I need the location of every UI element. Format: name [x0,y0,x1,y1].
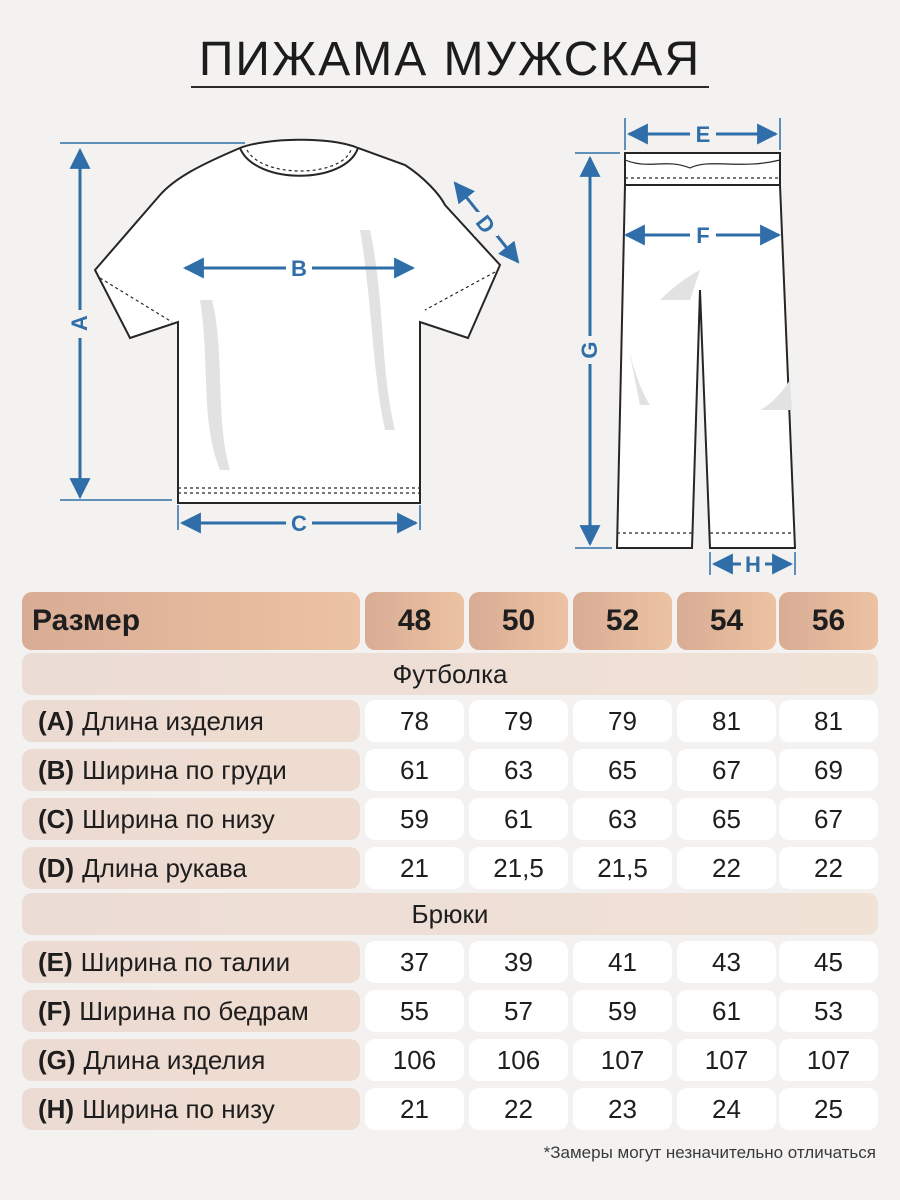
table-cell: 53 [779,990,878,1032]
size-header-52: 52 [573,592,672,650]
measurement-name: Длина изделия [83,1044,266,1075]
table-cell: 81 [677,700,776,742]
measurement-code: (C) [38,803,75,834]
measurement-name: Длина рукава [82,852,247,883]
table-cell: 63 [573,798,672,840]
table-cell: 21 [365,847,464,889]
title-underline [191,86,709,88]
table-cell: 69 [779,749,878,791]
table-cell: 41 [573,941,672,983]
measurement-name: Ширина по бедрам [79,995,309,1026]
measurement-label [22,749,360,791]
table-cell: 61 [469,798,568,840]
label-g: G [577,341,602,359]
table-cell: 39 [469,941,568,983]
label-h: H [745,552,761,577]
table-cell: 21 [365,1088,464,1130]
table-cell: 22 [677,847,776,889]
table-cell: 59 [365,798,464,840]
measurement-label [22,941,360,983]
table-cell: 61 [365,749,464,791]
table-cell: 79 [573,700,672,742]
size-header-50: 50 [469,592,568,650]
measurement-code: (G) [38,1044,76,1075]
table-cell: 67 [677,749,776,791]
table-cell: 79 [469,700,568,742]
table-cell: 106 [469,1039,568,1081]
table-cell: 65 [677,798,776,840]
size-header-56: 56 [779,592,878,650]
measurement-code: (H) [38,1093,75,1124]
table-cell: 63 [469,749,568,791]
section-header: Брюки [22,893,878,935]
measurement-code: (A) [38,705,75,736]
table-cell: 81 [779,700,878,742]
footnote: *Замеры могут незначительно отличаться [543,1143,876,1162]
measurement-label [22,1039,360,1081]
measurement-label [22,1088,360,1130]
table-cell: 59 [573,990,672,1032]
table-cell: 106 [365,1039,464,1081]
table-cell: 21,5 [573,847,672,889]
measurement-code: (B) [38,754,75,785]
label-c: C [291,511,307,536]
measurement-label [22,847,360,889]
table-cell: 67 [779,798,878,840]
table-cell: 25 [779,1088,878,1130]
table-cell: 45 [779,941,878,983]
table-cell: 107 [779,1039,878,1081]
garment-illustration [0,100,900,590]
pants-drawing [617,153,795,548]
measurement-name: Длина изделия [82,705,264,736]
table-cell: 78 [365,700,464,742]
table-cell: 61 [677,990,776,1032]
measurement-name: Ширина по груди [82,754,287,785]
table-cell: 55 [365,990,464,1032]
table-cell: 22 [469,1088,568,1130]
table-cell: 107 [573,1039,672,1081]
table-cell: 57 [469,990,568,1032]
page-title: ПИЖАМА МУЖСКАЯ [198,33,702,86]
measurement-label [22,990,360,1032]
measurement-name: Ширина по низу [82,1093,275,1124]
section-header: Футболка [22,653,878,695]
measurement-code: (D) [38,852,75,883]
label-a: A [67,315,92,331]
measurement-name: Ширина по низу [82,803,275,834]
label-b: B [291,256,307,281]
table-cell: 107 [677,1039,776,1081]
size-header-54: 54 [677,592,776,650]
label-f: F [696,223,710,248]
measurement-label [22,798,360,840]
measurement-code: (F) [38,995,72,1026]
label-e: E [695,122,711,147]
size-header-48: 48 [365,592,464,650]
table-cell: 21,5 [469,847,568,889]
table-cell: 22 [779,847,878,889]
size-header-label: Размер [22,592,360,650]
table-cell: 23 [573,1088,672,1130]
table-cell: 24 [677,1088,776,1130]
table-cell: 37 [365,941,464,983]
measurement-name: Ширина по талии [80,946,291,977]
measurement-code: (E) [38,946,73,977]
table-cell: 43 [677,941,776,983]
tshirt-drawing [95,140,500,503]
table-cell: 65 [573,749,672,791]
measurement-label [22,700,360,742]
label-d: D [470,210,501,239]
